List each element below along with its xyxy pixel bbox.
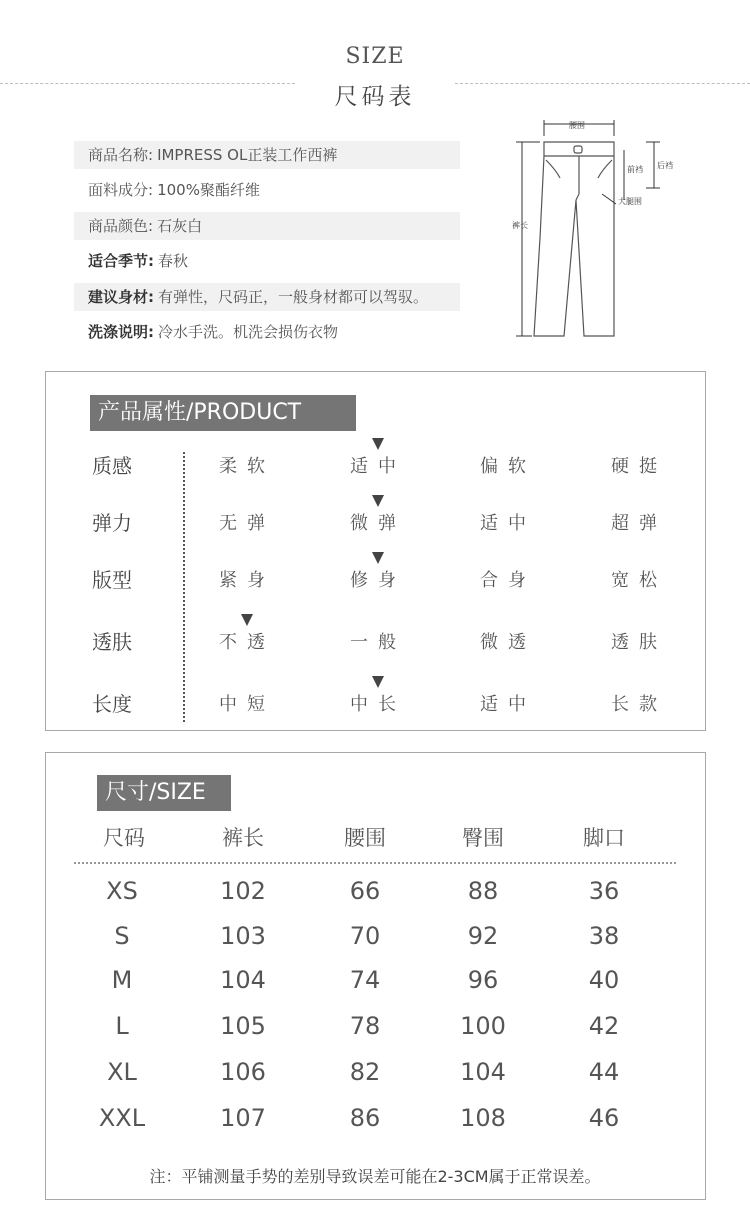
- size-title-en: SIZE: [345, 44, 405, 69]
- attribute-option: 中短: [219, 694, 275, 715]
- attribute-label: 透肤: [92, 630, 132, 654]
- info-row: [74, 176, 460, 204]
- attribute-option: 硬挺: [611, 456, 667, 477]
- label-waist: 腰围: [569, 121, 585, 130]
- info-label: 洗涤说明:: [88, 323, 154, 341]
- table-cell: XXL: [98, 1104, 146, 1132]
- attribute-option: 超弹: [611, 513, 667, 534]
- attribute-label: 长度: [92, 692, 132, 716]
- table-cell: 66: [349, 877, 381, 905]
- table-cell: XS: [106, 877, 138, 905]
- attribute-option: 无弹: [219, 513, 275, 534]
- label-thigh: 大腿围: [618, 197, 642, 206]
- selected-marker-icon: [372, 495, 384, 507]
- attribute-option: 长款: [611, 694, 667, 715]
- table-cell: 82: [349, 1058, 381, 1086]
- info-value: 石灰白: [157, 217, 203, 235]
- attribute-option: 适中: [350, 456, 406, 477]
- info-row: [74, 283, 460, 311]
- table-cell: 104: [220, 966, 266, 994]
- info-row: [74, 212, 460, 240]
- table-cell: 104: [460, 1058, 506, 1086]
- attribute-option: 一般: [350, 632, 406, 653]
- table-cell: 44: [588, 1058, 620, 1086]
- table-cell: 70: [349, 922, 381, 950]
- attribute-option: 不透: [219, 632, 275, 653]
- table-cell: 92: [467, 922, 499, 950]
- label-front-rise: 前裆: [627, 165, 643, 174]
- attribute-option: 微透: [480, 632, 536, 653]
- info-row: [74, 247, 460, 275]
- table-cell: 46: [588, 1104, 620, 1132]
- table-cell: M: [111, 966, 133, 994]
- table-cell: 78: [349, 1012, 381, 1040]
- header-length: 裤长: [222, 826, 264, 850]
- attribute-option: 宽松: [611, 570, 667, 591]
- info-label: 建议身材:: [88, 288, 154, 306]
- header-waist: 腰围: [344, 826, 386, 850]
- info-row: [74, 141, 460, 169]
- table-cell: 108: [460, 1104, 506, 1132]
- attribute-option: 适中: [480, 513, 536, 534]
- measurement-note: 注：平铺测量手势的差别导致误差可能在2-3CM属于正常误差。: [149, 1167, 601, 1186]
- table-cell: 105: [220, 1012, 266, 1040]
- table-cell: 102: [220, 877, 266, 905]
- table-cell: 96: [467, 966, 499, 994]
- pants-measurement-diagram: [500, 108, 680, 348]
- attribute-option: 偏软: [480, 456, 536, 477]
- table-cell: 38: [588, 922, 620, 950]
- attribute-option: 修身: [350, 570, 406, 591]
- table-cell: 42: [588, 1012, 620, 1040]
- attribute-option: 紧身: [219, 570, 275, 591]
- label-back-rise: 后裆: [657, 161, 673, 170]
- size-title-zh: 尺码表: [334, 84, 416, 110]
- table-divider: [74, 862, 676, 864]
- info-label: 商品颜色:: [88, 217, 154, 235]
- selected-marker-icon: [372, 438, 384, 450]
- table-cell: 103: [220, 922, 266, 950]
- attribute-label: 版型: [92, 568, 132, 592]
- info-value: 冷水手洗。机洗会损伤衣物: [158, 323, 339, 341]
- attribute-option: 合身: [480, 570, 536, 591]
- info-value: 春秋: [158, 252, 189, 270]
- size-section-title: 尺寸/SIZE: [97, 775, 231, 811]
- attribute-label: 质感: [92, 454, 132, 478]
- attribute-label: 弹力: [92, 511, 132, 535]
- selected-marker-icon: [372, 676, 384, 688]
- table-cell: 88: [467, 877, 499, 905]
- selected-marker-icon: [241, 614, 253, 626]
- table-cell: 106: [220, 1058, 266, 1086]
- info-row: [74, 318, 460, 346]
- info-value: 100%聚酯纤维: [157, 181, 260, 199]
- product-section-title: 产品属性/PRODUCT: [90, 395, 356, 431]
- attribute-option: 适中: [480, 694, 536, 715]
- info-value: IMPRESS OL正装工作西裤: [157, 146, 338, 164]
- attribute-option: 透肤: [611, 632, 667, 653]
- table-cell: 107: [220, 1104, 266, 1132]
- attribute-option: 中长: [350, 694, 406, 715]
- table-cell: 40: [588, 966, 620, 994]
- selected-marker-icon: [372, 552, 384, 564]
- info-label: 商品名称:: [88, 146, 154, 164]
- attribute-option: 柔软: [219, 456, 275, 477]
- header-hip: 臀围: [462, 826, 504, 850]
- table-cell: S: [114, 922, 130, 950]
- table-cell: XL: [107, 1058, 137, 1086]
- attribute-option: 微弹: [350, 513, 406, 534]
- table-cell: 86: [349, 1104, 381, 1132]
- table-cell: L: [115, 1012, 129, 1040]
- table-cell: 100: [460, 1012, 506, 1040]
- table-cell: 74: [349, 966, 381, 994]
- info-value: 有弹性，尺码正，一般身材都可以驾驭。: [158, 288, 429, 306]
- attributes-divider: [183, 452, 185, 722]
- info-label: 面料成分:: [88, 181, 154, 199]
- info-label: 适合季节:: [88, 252, 154, 270]
- table-cell: 36: [588, 877, 620, 905]
- header-size: 尺码: [103, 826, 145, 850]
- label-length: 裤长: [512, 221, 528, 230]
- header-hem: 脚口: [583, 826, 625, 850]
